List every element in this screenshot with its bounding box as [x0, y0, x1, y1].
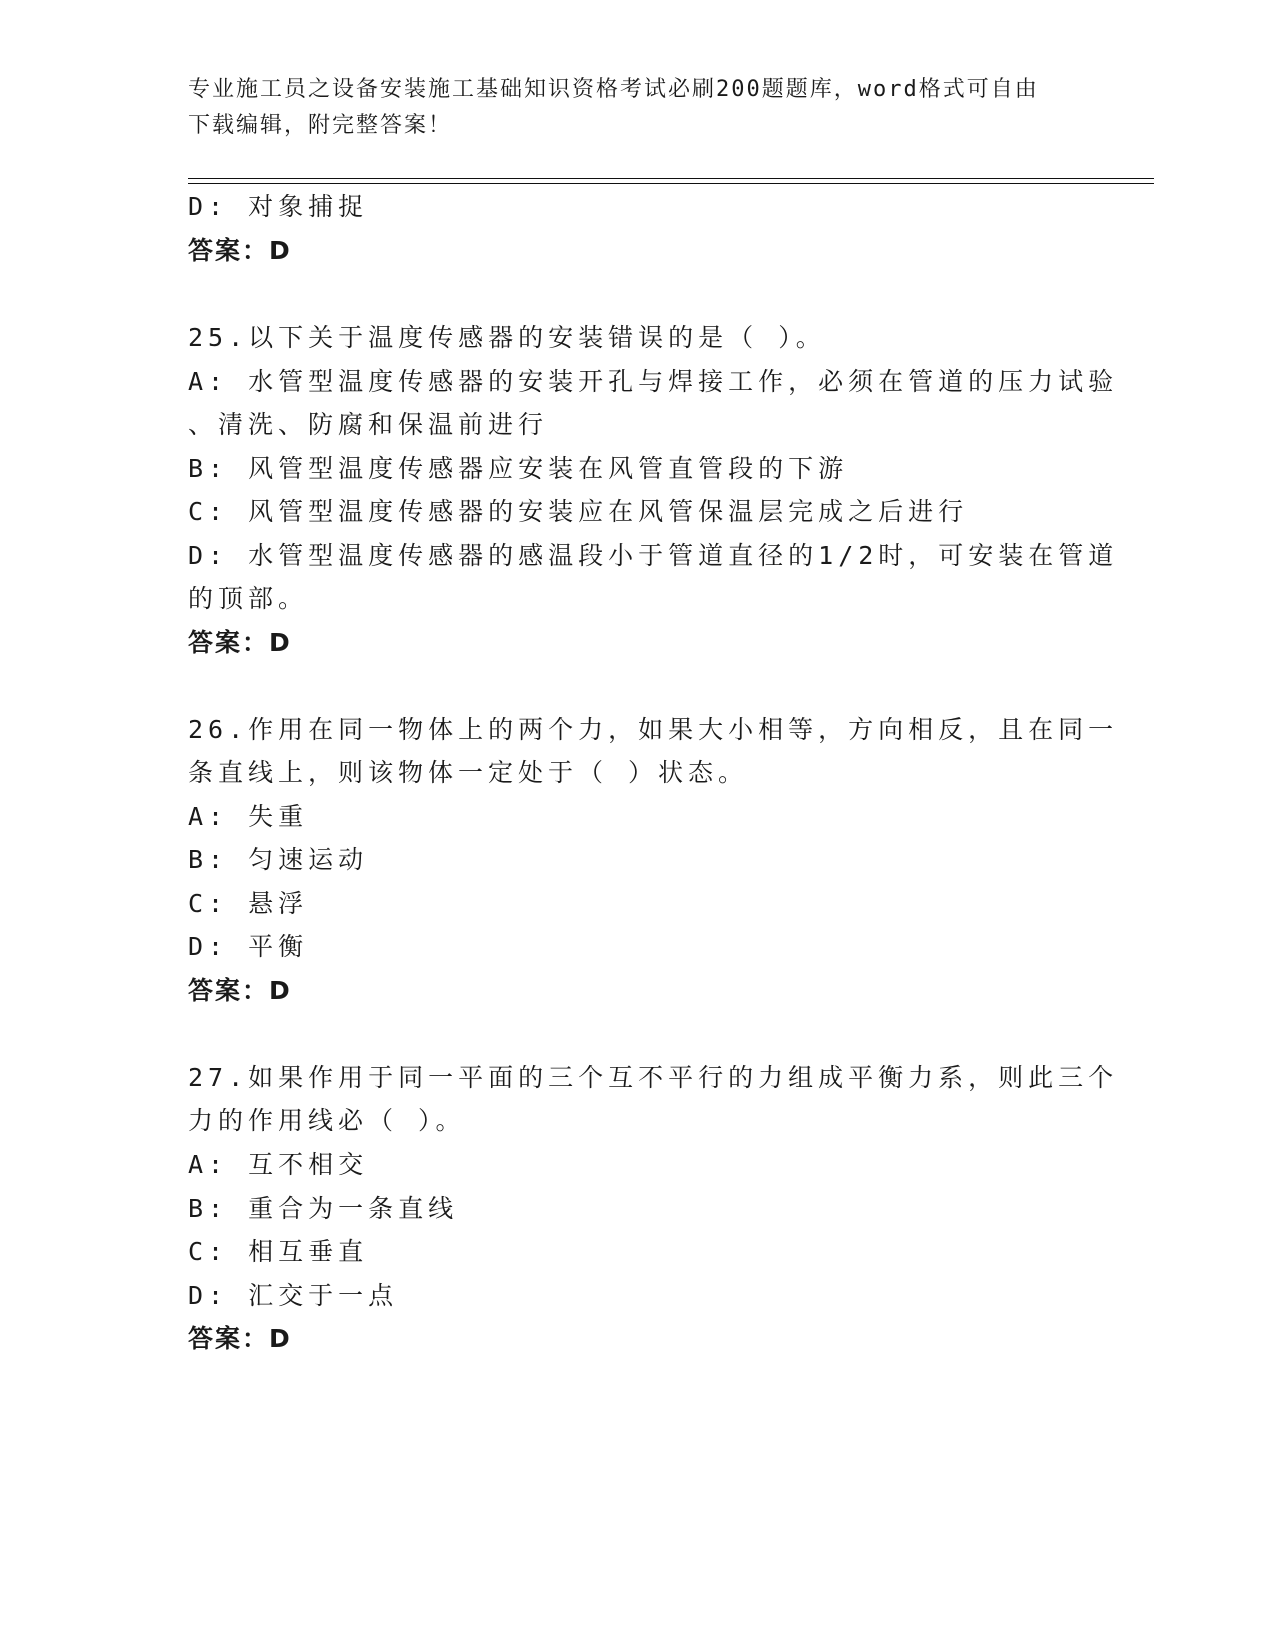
q26-option-d: D: 平衡	[188, 932, 309, 961]
q25-option-c: C: 风管型温度传感器的安装应在风管保温层完成之后进行	[188, 497, 969, 526]
q26-option-a: A: 失重	[188, 802, 309, 831]
q26-answer: 答案：D	[188, 976, 292, 1005]
header-line-2: 下载编辑，附完整答案！	[188, 113, 453, 138]
q27-answer: 答案：D	[188, 1324, 292, 1353]
q25-option-d-cont: 的顶部。	[188, 584, 309, 613]
header-divider-top	[188, 178, 1154, 179]
q27-option-b: B: 重合为一条直线	[188, 1194, 459, 1223]
q27-option-a: A: 互不相交	[188, 1150, 369, 1179]
q27-stem-cont: 力的作用线必（ ）。	[188, 1106, 466, 1135]
header-line-1: 专业施工员之设备安装施工基础知识资格考试必刷200题题库，word格式可自由	[188, 77, 1039, 102]
q26-stem-cont: 条直线上，则该物体一定处于（ ）状态。	[188, 758, 749, 787]
q25-stem: 25.以下关于温度传感器的安装错误的是（ ）。	[188, 323, 826, 352]
prev-answer: 答案：D	[188, 236, 292, 265]
q27-option-c: C: 相互垂直	[188, 1237, 369, 1266]
q27-stem: 27.如果作用于同一平面的三个互不平行的力组成平衡力系，则此三个	[188, 1063, 1119, 1092]
document-header	[188, 72, 1088, 144]
q25-answer: 答案：D	[188, 628, 292, 657]
q26-option-b: B: 匀速运动	[188, 845, 369, 874]
q26-stem: 26.作用在同一物体上的两个力，如果大小相等，方向相反，且在同一	[188, 715, 1119, 744]
q27-option-d: D: 汇交于一点	[188, 1281, 399, 1310]
q25-option-d: D: 水管型温度传感器的感温段小于管道直径的1/2时，可安装在管道	[188, 541, 1119, 570]
q25-option-a: A: 水管型温度传感器的安装开孔与焊接工作，必须在管道的压力试验	[188, 367, 1119, 396]
q25-option-a-cont: 、清洗、防腐和保温前进行	[188, 410, 549, 439]
q26-option-c: C: 悬浮	[188, 889, 309, 918]
prev-option-d: D: 对象捕捉	[188, 192, 369, 221]
header-divider-bottom	[188, 183, 1154, 184]
q25-option-b: B: 风管型温度传感器应安装在风管直管段的下游	[188, 454, 849, 483]
